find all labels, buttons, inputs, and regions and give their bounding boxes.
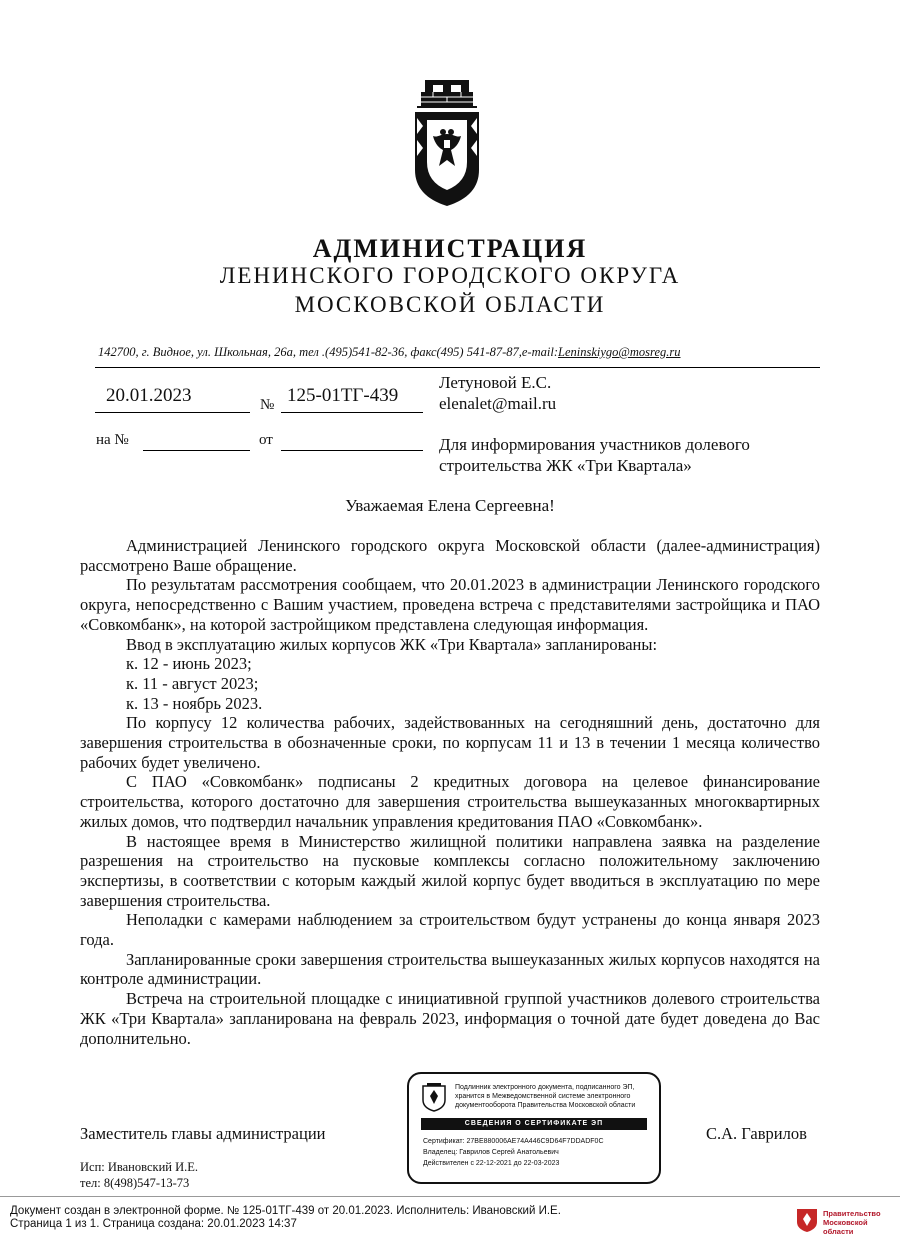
paragraph: С ПАО «Совкомбанк» подписаны 2 кредитных договора на целевое финансирование строительства, которого достаточно для завершения строительства вышеуказанных многоквартирных жилых домов, что подтвердил начальник управления кредитования ПАО «Совкомбанк». bbox=[80, 772, 820, 831]
paragraph: По результатам рассмотрения сообщаем, что 20.01.2023 в администрации Ленинского городского округа, непосредственно с Вашим участием, проведена встреча с представителями застройщика и ПАО «Совкомбанк», на которой застройщиком представлена следующая информация. bbox=[80, 575, 820, 634]
stamp-cert-header: СВЕДЕНИЯ О СЕРТИФИКАТЕ ЭП bbox=[421, 1118, 647, 1130]
org-subtitle-line1: ЛЕНИНСКОГО ГОРОДСКОГО ОКРУГА bbox=[219, 263, 681, 288]
purpose-line2: строительства ЖК «Три Квартала» bbox=[439, 456, 692, 475]
stamp-owner: Владелец: Гаврилов Сергей Анатольевич bbox=[423, 1149, 559, 1156]
footer-logo-text bbox=[823, 1209, 900, 1236]
org-address bbox=[98, 345, 681, 360]
executor-info bbox=[80, 1159, 198, 1191]
stamp-details bbox=[423, 1136, 653, 1169]
ref-date-label: от bbox=[259, 432, 273, 448]
paragraph: Ввод в эксплуатацию жилых корпусов ЖК «Три Квартала» запланированы: bbox=[126, 634, 658, 654]
paragraph: Неполадки с камерами наблюдением за строительством будут устранены до конца января 2023 года. bbox=[80, 910, 820, 950]
executor-name: Исп: Ивановский И.Е. bbox=[80, 1160, 198, 1174]
recipient-email: elenalet@mail.ru bbox=[439, 394, 557, 413]
address-text: 142700, г. Видное, ул. Школьная, 26а, тел .(495)541-82-36, факс(495) 541-87-87,e-mail: bbox=[98, 345, 558, 359]
coat-of-arms-icon bbox=[407, 78, 487, 210]
footer-line1: Документ создан в электронной форме. № 125-01ТГ-439 от 20.01.2023. Исполнитель: Ивановский И.Е. bbox=[10, 1205, 561, 1217]
date-underline bbox=[95, 412, 250, 413]
stamp-validity: Действителен с 22-12-2021 до 22-03-2023 bbox=[423, 1160, 560, 1167]
number-underline bbox=[281, 412, 423, 413]
paragraph: По корпусу 12 количества рабочих, задействованных на сегодняшний день, достаточно для завершения строительства в обозначенные сроки, по корпусам 11 и 13 в течении 1 месяца количество рабочих будет увеличено. bbox=[80, 713, 820, 772]
letter-body bbox=[80, 536, 820, 1048]
paragraph: В настоящее время в Министерство жилищной политики направлена заявка на разделение разрешения на строительство на пусковые комплексы согласно положительному заключению экспертизы, в соответствии с которым каждый жилой корпус будет вводиться в эксплуатацию по мере завершения строительства. bbox=[80, 831, 820, 910]
purpose-line1: Для информирования участников долевого bbox=[439, 435, 750, 454]
list-item: к. 13 - ноябрь 2023. bbox=[126, 693, 263, 713]
e-signature-stamp bbox=[407, 1072, 661, 1184]
paragraph: Запланированные сроки завершения строительства вышеуказанных жилых корпусов находятся на контроле администрации. bbox=[80, 949, 820, 989]
ref-number-label: на № bbox=[96, 432, 129, 448]
paragraph: Встреча на строительной площадке с инициативной группой участников долевого строительства ЖК «Три Квартала» запланирована на февраль 2023, информация о точной дате будет доведена до Вас дополнительно. bbox=[80, 989, 820, 1048]
number-label: № bbox=[260, 397, 275, 413]
mosreg-emblem-icon bbox=[421, 1082, 447, 1112]
doc-number: 125-01ТГ-439 bbox=[287, 385, 399, 406]
greeting: Уважаемая Елена Сергеевна! bbox=[345, 496, 555, 515]
list-item: к. 12 - июнь 2023; bbox=[126, 654, 252, 674]
signer-position: Заместитель главы администрации bbox=[80, 1124, 326, 1143]
executor-phone: тел: 8(498)547-13-73 bbox=[80, 1176, 190, 1190]
header-divider bbox=[95, 367, 820, 368]
paragraph: Администрацией Ленинского городского округа Московской области (далее-администрация) рассмотрено Ваше обращение. bbox=[80, 536, 820, 575]
signer-name: С.А. Гаврилов bbox=[706, 1124, 807, 1143]
footer-logo-line1: Правительство bbox=[823, 1209, 881, 1218]
org-subtitle-line2: МОСКОВСКОЙ ОБЛАСТИ bbox=[294, 292, 606, 317]
org-email-link[interactable]: Leninskiygo@mosreg.ru bbox=[558, 345, 681, 359]
list-item: к. 11 - август 2023; bbox=[126, 673, 259, 693]
footer-logo-line2: Московской области bbox=[823, 1218, 868, 1236]
doc-date: 20.01.2023 bbox=[106, 385, 192, 406]
stamp-text: Подлинник электронного документа, подписанного ЭП, хранится в Межведомственной системе электронного документооборота Правительства Московской области bbox=[455, 1084, 636, 1109]
footer-text bbox=[10, 1205, 561, 1231]
org-title: АДМИНИСТРАЦИЯ bbox=[312, 234, 588, 263]
document-footer bbox=[0, 1196, 900, 1253]
footer-line2: Страница 1 из 1. Страница создана: 20.01.2023 14:37 bbox=[10, 1218, 297, 1230]
recipient-name: Летуновой Е.С. bbox=[439, 373, 552, 392]
mosreg-logo-icon bbox=[796, 1207, 818, 1233]
ref-number-line bbox=[143, 450, 250, 451]
ref-date-line bbox=[281, 450, 423, 451]
stamp-certificate: Сертификат: 27BE880006AE74A446C9D64F7DDADF0C bbox=[423, 1138, 604, 1145]
